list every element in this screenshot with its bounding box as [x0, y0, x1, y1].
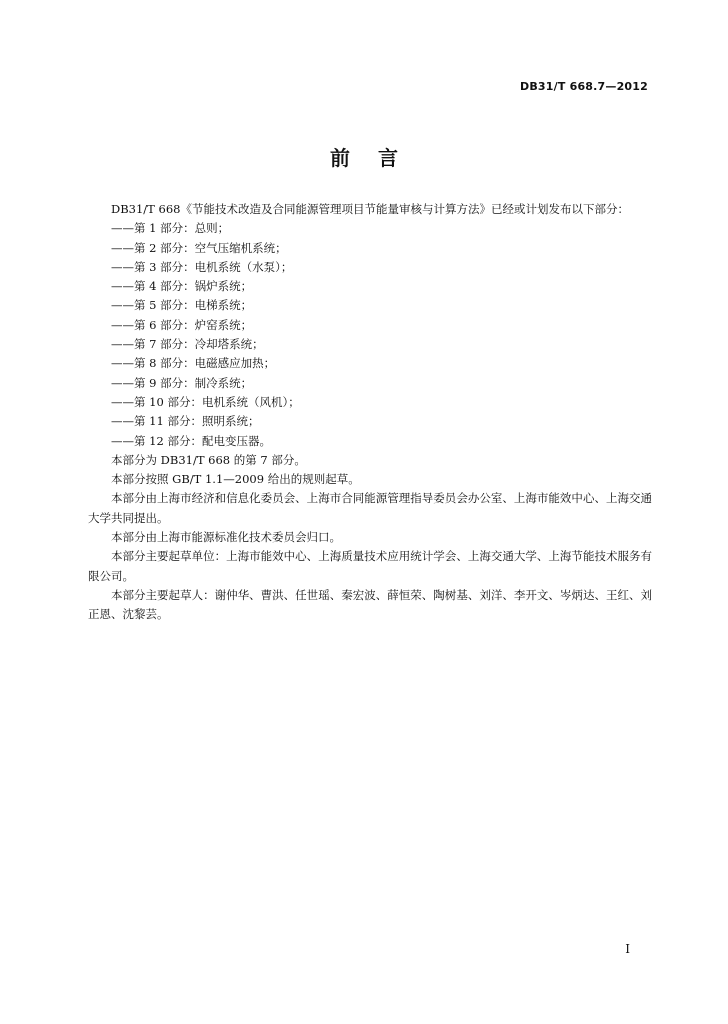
paragraph-centralized-by: 本部分由上海市能源标准化技术委员会归口。 — [111, 530, 341, 545]
list-item: ——第 11 部分：照明系统； — [111, 414, 260, 429]
list-item: ——第 12 部分：配电变压器。 — [111, 433, 271, 448]
list-item: ——第 1 部分：总则； — [111, 221, 230, 236]
list-item: ——第 9 部分：制冷系统； — [111, 375, 253, 390]
list-item: ——第 10 部分：电机系统（风机）； — [111, 394, 300, 409]
section-title — [0, 142, 728, 171]
section-title-char-1: 前 — [330, 146, 350, 170]
list-item: ——第 8 部分：电磁感应加热； — [111, 356, 276, 371]
paragraph-drafters: 本部分主要起草人：谢仲华、曹洪、任世瑶、秦宏波、薛恒荣、陶树基、刘洋、李开文、岑炳达、王红、刘正恩、沈黎芸。 — [88, 587, 652, 622]
parts-list — [88, 219, 652, 451]
list-item: ——第 7 部分：冷却塔系统； — [111, 337, 264, 352]
foreword-body — [88, 200, 652, 625]
paragraph-proposers: 本部分由上海市经济和信息化委员会、上海市合同能源管理指导委员会办公室、上海市能效中心、上海交通大学共同提出。 — [88, 491, 652, 525]
paragraph-drafting-units: 本部分主要起草单位：上海市能效中心、上海质量技术应用统计学会、上海交通大学、上海节能技术服务有限公司。 — [88, 549, 652, 583]
list-item: ——第 4 部分：锅炉系统； — [111, 279, 253, 294]
list-item: ——第 3 部分：电机系统（水泵）； — [111, 259, 293, 274]
paragraph-part-statement: 本部分为 DB31/T 668 的第 7 部分。 — [111, 452, 306, 467]
list-item: ——第 6 部分：炉窑系统； — [111, 317, 253, 332]
intro-paragraph: DB31/T 668《节能技术改造及合同能源管理项目节能量审核与计算方法》已经或计划发布以下部分： — [111, 202, 629, 216]
list-item: ——第 2 部分：空气压缩机系统； — [111, 240, 287, 255]
page-number: I — [625, 942, 630, 956]
standard-number: DB31/T 668.7—2012 — [520, 80, 648, 93]
section-title-char-2: 言 — [378, 146, 398, 170]
list-item: ——第 5 部分：电梯系统； — [111, 298, 253, 313]
paragraph-drafting-rules: 本部分按照 GB/T 1.1—2009 给出的规则起草。 — [111, 472, 360, 487]
